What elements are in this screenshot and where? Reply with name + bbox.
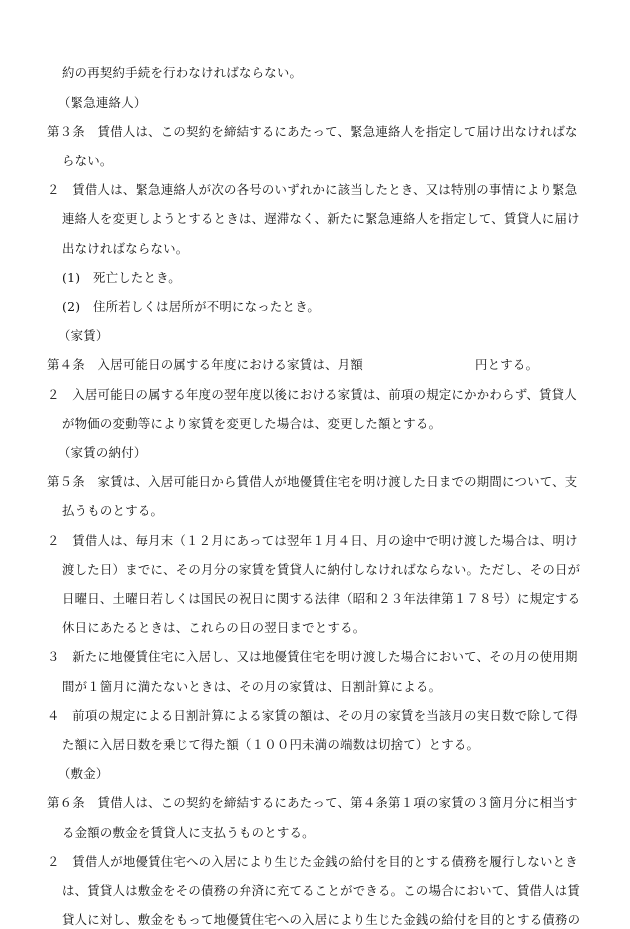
text-line: 出なければならない。	[62, 241, 189, 256]
text-line: 約の再契約手続を行わなければならない。	[62, 65, 303, 80]
text-line: 連絡人を変更しようとするときは、遅滞なく、新たに緊急連絡人を指定して、賃貸人に届け	[62, 211, 580, 226]
paragraph-line: ２ 賃借人は、毎月末（１２月にあっては翌年１月４日、月の途中で明け渡した場合は、明け	[47, 533, 578, 548]
paragraph-line: ４ 前項の規定による日割計算による家賃の額は、その月の家賃を当該月の実日数で除して得	[47, 708, 578, 723]
paragraph-line: ２ 入居可能日の属する年度の翌年度以後における家賃は、前項の規定にかかわらず、賃貸人	[47, 387, 577, 402]
item-line: (2) 住所若しくは居所が不明になったとき。	[62, 299, 320, 314]
text-line: 貸人に対し、敷金をもって地優賃住宅への入居により生じた金銭の給付を目的とする債務の	[62, 912, 581, 927]
section-caption: （緊急連絡人）	[58, 95, 147, 110]
text-line: 休日にあたるときは、これらの日の翌日までとする。	[62, 620, 366, 635]
item-line: (1) 死亡したとき。	[62, 270, 181, 285]
text-line: 渡した日）までに、その月分の家賃を賃貸人に納付しなければならない。ただし、その日が	[62, 562, 581, 577]
paragraph-line: ２ 賃借人が地優賃住宅への入居により生じた金銭の給付を目的とする債務を履行しないとき	[47, 854, 578, 869]
text-line: 日曜日、土曜日若しくは国民の祝日に関する法律（昭和２３年法律第１７８号）に規定する	[62, 591, 581, 606]
text-line: らない。	[62, 153, 113, 168]
rent-clause-end: 円とする。	[475, 357, 539, 372]
article-5-line: 第５条 家賃は、入居可能日から賃借人が地優賃住宅を明け渡した日までの期間について、支	[47, 474, 578, 489]
text-line: た額に入居日数を乗じて得た額（１００円未満の端数は切捨て）とする。	[62, 737, 480, 752]
text-line: が物価の変動等により家賃を変更した場合は、変更した額とする。	[62, 416, 442, 431]
text-line: 払うものとする。	[62, 503, 164, 518]
text-line: 間が１箇月に満たないときは、その月の家賃は、日割計算による。	[62, 679, 442, 694]
paragraph-line: ３ 新たに地優賃住宅に入居し、又は地優賃住宅を明け渡した場合において、その月の使用期	[47, 649, 578, 664]
section-caption: （敷金）	[58, 766, 109, 781]
article-6-line: 第６条 賃借人は、この契約を締結するにあたって、第４条第１項の家賃の３箇月分に相当す	[47, 795, 578, 810]
section-caption: （家賃）	[58, 328, 109, 343]
paragraph-line: ２ 賃借人は、緊急連絡人が次の各号のいずれかに該当したとき、又は特別の事情により緊急	[47, 182, 578, 197]
text-line: は、賃貸人は敷金をその債務の弁済に充てることができる。この場合において、賃借人は賃	[62, 883, 581, 898]
rent-clause-start: 第４条 入居可能日の属する年度における家賃は、月額	[47, 357, 364, 372]
article-3-line: 第３条 賃借人は、この契約を締結するにあたって、緊急連絡人を指定して届け出なければな	[47, 124, 578, 139]
text-line: る金額の敷金を賃貸人に支払うものとする。	[62, 825, 315, 840]
article-4-line	[47, 356, 630, 374]
section-caption: （家賃の納付）	[58, 445, 147, 460]
